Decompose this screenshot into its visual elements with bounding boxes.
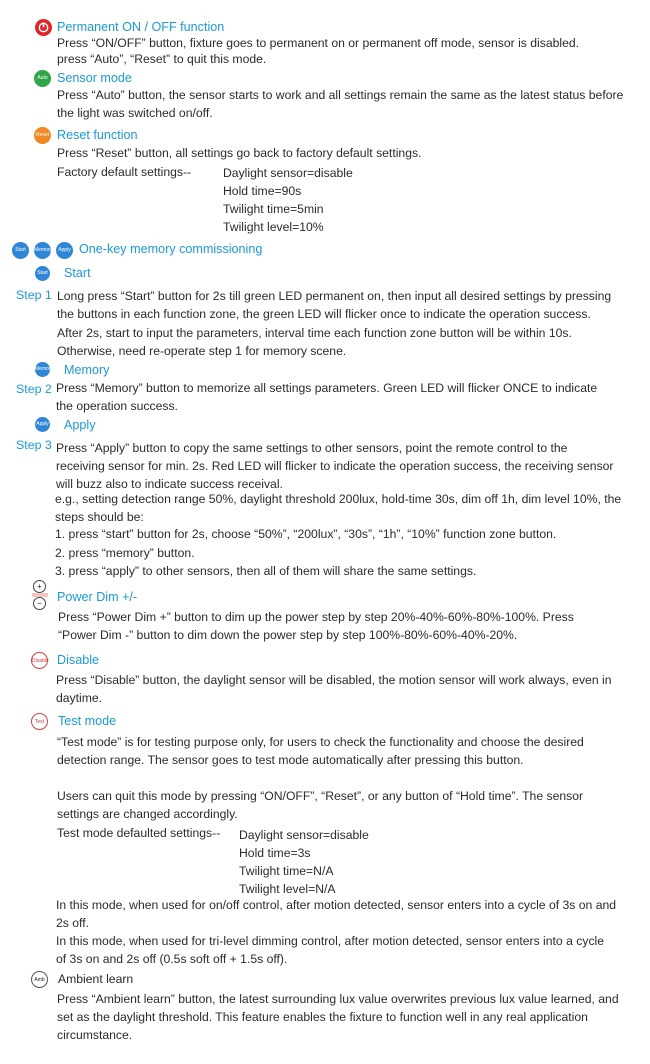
testmode-line-c3: In this mode, when used for tri-level dimming control, after motion detected, sensor enters into a cycle: [56, 934, 605, 948]
test-defaults-label: Test mode defaulted settings--: [57, 826, 221, 840]
memory-label: Memory: [64, 363, 110, 377]
step-2-label: Step 2: [16, 382, 52, 396]
step-2-line-2: the operation success.: [56, 399, 178, 413]
permanent-title: Permanent ON / OFF function: [57, 20, 225, 34]
step-3-line-3: will buzz also to indicate success receival.: [56, 477, 283, 491]
example-line-1: e.g., setting detection range 50%, daylight threshold 200lux, hold-time 30s, dim off 1h, dim level 10%, the: [55, 492, 622, 506]
ambient-line-2: set as the daylight threshold. This feature enables the fixture to function well in any real application: [57, 1010, 588, 1024]
disable-title: Disable: [57, 653, 99, 667]
powerdim-title: Power Dim +/-: [57, 590, 138, 604]
step-1-label: Step 1: [16, 288, 52, 302]
step-3-line-1: Press “Apply” button to copy the same settings to other sensors, point the remote control to the: [56, 441, 568, 455]
test-default-3: Twilight time=N/A: [239, 864, 334, 878]
testmode-line-c4: of 3s on and 2s off (0.5s soft off + 1.5s off).: [56, 952, 288, 966]
dim-down-icon: −: [33, 597, 46, 610]
testmode-line-c2: 2s off.: [56, 916, 89, 930]
apply-icon: Apply: [56, 242, 73, 259]
disable-line-2: daytime.: [56, 691, 103, 705]
factory-default-1: Daylight sensor=disable: [223, 166, 353, 180]
step-1-line-2: the buttons in each function zone, the green LED will flicker once to indicate the operation success.: [57, 307, 591, 321]
step-3-line-2: receiving sensor for min. 2s. Red LED will flicker to indicate the operation success, the receiving sensor: [56, 459, 614, 473]
factory-default-4: Twilight level=10%: [223, 220, 324, 234]
powerdim-line-2: “Power Dim -” button to dim down the power step by step 100%-80%-60%-40%-20%.: [58, 628, 518, 642]
factory-defaults-label: Factory default settings--: [57, 165, 192, 179]
memory-icon: Memory: [35, 362, 50, 377]
step-1-line-4: Otherwise, need re-operate step 1 for memory scene.: [57, 344, 347, 358]
disable-line-1: Press “Disable” button, the daylight sensor will be disabled, the motion sensor will work always, even in: [56, 673, 612, 687]
dim-up-icon: +: [33, 580, 46, 593]
memory-icon: Memory: [34, 242, 51, 259]
disable-icon: Disable: [31, 652, 48, 669]
powerdim-line-1: Press “Power Dim +” button to dim up the power step by step 20%-40%-60%-80%-100%. Press: [58, 610, 574, 624]
step-1-line-3: After 2s, start to input the parameters, interval time each function zone button will be within 10s.: [57, 326, 572, 340]
memory-title: One-key memory commissioning: [79, 242, 263, 256]
ambient-line-1: Press “Ambient learn” button, the latest surrounding lux value overwrites previous lux value learned, and: [57, 992, 619, 1006]
test-default-1: Daylight sensor=disable: [239, 828, 369, 842]
step-2-line-1: Press “Memory” button to memorize all settings parameters. Green LED will flicker ONCE to indicate: [56, 381, 598, 395]
testmode-line-c1: In this mode, when used for on/off control, after motion detected, sensor enters into a cycle of 3s on and: [56, 898, 617, 912]
step-3-label: Step 3: [16, 438, 52, 452]
testmode-line-a1: “Test mode” is for testing purpose only, for users to check the functionality and choose the desired: [57, 735, 584, 749]
example-line-5: 3. press “apply” to other sensors, then all of them will share the same settings.: [55, 564, 477, 578]
start-label: Start: [64, 266, 91, 280]
start-icon: Start: [12, 242, 29, 259]
step-1-line-1: Long press “Start” button for 2s till green LED permanent on, then input all desired settings by pressing: [57, 289, 612, 303]
power-icon: [35, 19, 52, 36]
test-icon: Test: [31, 713, 48, 730]
sensor-line-2: the light was switched on/off.: [57, 106, 213, 120]
auto-icon: Auto: [34, 70, 51, 87]
test-default-2: Hold time=3s: [239, 846, 311, 860]
factory-default-3: Twilight time=5min: [223, 202, 324, 216]
sensor-title: Sensor mode: [57, 71, 132, 85]
ambient-line-3: circumstance.: [57, 1028, 133, 1042]
testmode-title: Test mode: [58, 714, 117, 728]
example-line-3: 1. press “start” button for 2s, choose “50%”, “200lux”, “30s”, “1h”, “10%” function zone button.: [55, 527, 557, 541]
ambient-title: Ambient learn: [58, 972, 134, 986]
test-default-4: Twilight level=N/A: [239, 882, 336, 896]
example-line-2: steps should be:: [55, 510, 144, 524]
reset-icon: Reset: [34, 127, 51, 144]
power-dim-icon: [32, 580, 48, 610]
apply-label: Apply: [64, 418, 96, 432]
reset-line-1: Press “Reset” button, all settings go back to factory default settings.: [57, 146, 422, 160]
permanent-line-2: press “Auto”, “Reset” to quit this mode.: [57, 52, 267, 66]
example-line-4: 2. press “memory” button.: [55, 546, 195, 560]
sensor-line-1: Press “Auto” button, the sensor starts to work and all settings remain the same as the latest status before: [57, 88, 624, 102]
start-icon: Start: [35, 266, 50, 281]
apply-icon: Apply: [35, 417, 50, 432]
permanent-line-1: Press “ON/OFF” button, fixture goes to permanent on or permanent off mode, sensor is disabled.: [57, 36, 580, 50]
ambient-learn-icon: Amb: [31, 971, 48, 988]
factory-default-2: Hold time=90s: [223, 184, 302, 198]
testmode-line-b1: Users can quit this mode by pressing “ON/OFF”, “Reset”, or any button of “Hold time”. The sensor: [57, 789, 584, 803]
reset-title: Reset function: [57, 128, 138, 142]
testmode-line-a2: detection range. The sensor goes to test mode automatically after pressing this button.: [57, 753, 524, 767]
testmode-line-b2: settings are changed accordingly.: [57, 807, 238, 821]
